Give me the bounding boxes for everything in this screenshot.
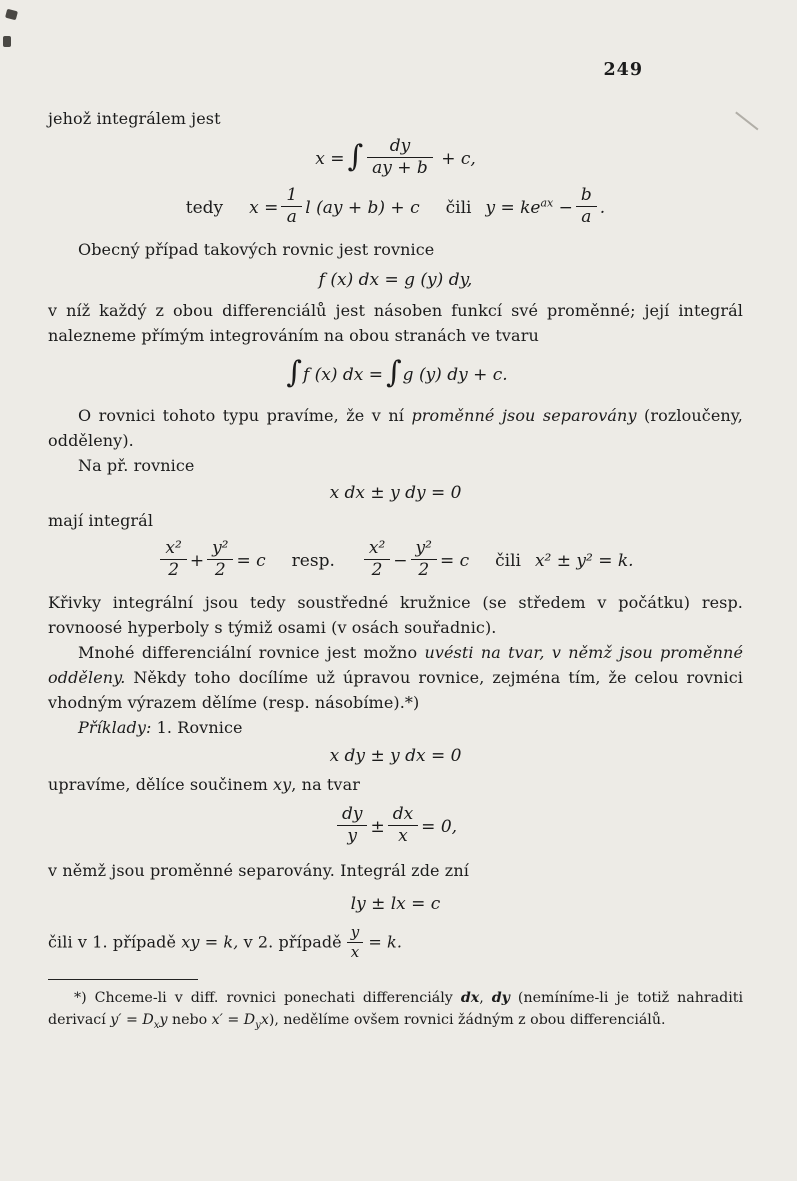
formula-tail: = 0, bbox=[421, 817, 458, 838]
math-dx: dx bbox=[460, 990, 480, 1007]
paragraph-priklady bbox=[48, 715, 743, 740]
footnote bbox=[48, 988, 743, 1036]
word-tedy: tedy bbox=[185, 198, 224, 219]
math-inline: = k. bbox=[368, 932, 403, 952]
fraction bbox=[337, 805, 368, 846]
paragraph-obecny: Obecný případ takových rovnic jest rovnice bbox=[78, 240, 435, 260]
footnote-separator bbox=[48, 979, 198, 980]
paragraph-mnohe bbox=[48, 640, 743, 715]
page-number: 249 bbox=[603, 60, 643, 80]
paragraph-napr: Na př. rovnice bbox=[78, 456, 195, 476]
subscript: y bbox=[255, 1019, 261, 1031]
formula-xdx-ydy: x dx ± y dy = 0 bbox=[329, 483, 462, 504]
fraction-denominator: x bbox=[398, 826, 408, 847]
fraction-denominator: a bbox=[581, 207, 592, 228]
fraction-numerator: dy bbox=[367, 137, 433, 158]
formula-lhs: x = bbox=[249, 198, 279, 219]
paragraph-krivky: Křivky integrální jsou tedy soustředné kružnice (se středem v počátku) resp. rovnoosé hyperboly s týmiž osami (v osách souřadnic). bbox=[48, 593, 743, 638]
text-run: čili v 1. případě bbox=[48, 932, 182, 952]
paragraph-cili bbox=[48, 925, 743, 961]
footnote-text: , bbox=[479, 990, 492, 1007]
formula-tail: + c, bbox=[441, 149, 476, 170]
emphasized-text: Příklady: bbox=[78, 718, 152, 738]
fraction-denominator: a bbox=[286, 207, 297, 228]
word-cili: čili bbox=[445, 198, 472, 219]
formula-body: g (y) dy + c. bbox=[402, 365, 508, 386]
paragraph-upravime bbox=[48, 772, 743, 797]
text-run: 1. Rovnice bbox=[151, 718, 243, 738]
word-cili: čili bbox=[495, 551, 521, 572]
exponent: ax bbox=[540, 196, 554, 210]
paragraph-maji: mají integrál bbox=[48, 511, 154, 531]
formula-mid: l (ay + b) + c bbox=[305, 198, 420, 219]
formula-tedy-cili bbox=[48, 185, 743, 229]
formula-ly-lx: ly ± lx = c bbox=[350, 894, 441, 915]
fraction bbox=[281, 186, 302, 227]
minus-sign: − bbox=[558, 198, 573, 219]
scan-speck bbox=[3, 36, 11, 47]
text-run: (rozloučeny, odděleny). bbox=[48, 406, 743, 451]
word-resp: resp. bbox=[291, 551, 335, 572]
fraction-denominator: 2 bbox=[371, 560, 383, 581]
footnote-text: nebo bbox=[167, 1011, 212, 1028]
fraction-numerator: b bbox=[576, 186, 597, 207]
fraction-numerator: dx bbox=[388, 805, 418, 826]
fraction-numerator: 1 bbox=[281, 186, 302, 207]
formula-xdy-ydx: x dy ± y dx = 0 bbox=[329, 746, 462, 767]
equals-c: = c bbox=[439, 551, 470, 572]
formula-lhs: x = bbox=[315, 149, 345, 170]
emphasized-text: proměnné jsou separovány bbox=[411, 406, 637, 426]
footnote-text: ), nedělíme ovšem rovnici žádným z obou differenciálů. bbox=[268, 1011, 666, 1028]
math-inline: xy bbox=[273, 775, 292, 795]
fraction-numerator: y bbox=[347, 924, 364, 943]
footnote-text: (nemíníme-li je totiž nahraditi derivací bbox=[48, 990, 744, 1028]
fraction-denominator: 2 bbox=[418, 560, 430, 581]
paragraph-orovnici bbox=[48, 403, 743, 453]
fraction bbox=[576, 186, 597, 227]
text-run: Mnohé differenciální rovnice jest možno bbox=[78, 643, 425, 663]
fraction bbox=[347, 924, 364, 960]
text-run: v 2. případě bbox=[238, 932, 342, 952]
fraction-denominator: y bbox=[347, 826, 357, 847]
footnote-text: *) Chceme-li v diff. rovnici ponechati differenciály bbox=[74, 990, 461, 1007]
fraction-denominator: 2 bbox=[214, 560, 226, 581]
plus-sign: + bbox=[189, 551, 205, 572]
integral-icon: ∫ bbox=[386, 355, 402, 391]
fraction-denominator: x bbox=[350, 942, 360, 961]
fraction-numerator: y² bbox=[411, 539, 437, 560]
paragraph-intro: jehož integrálem jest bbox=[48, 109, 221, 128]
math-dy: dy bbox=[491, 990, 510, 1007]
formula-tail: x² ± y² = k. bbox=[534, 551, 634, 572]
fraction bbox=[160, 539, 186, 580]
fraction-numerator: x² bbox=[160, 539, 186, 560]
fraction bbox=[388, 805, 418, 846]
fraction bbox=[207, 539, 233, 580]
math-inline: xy = k, bbox=[181, 932, 239, 952]
equals-c: = c bbox=[236, 551, 266, 572]
text-run: O rovnici tohoto typu pravíme, že v ní bbox=[78, 406, 412, 426]
formula-fx-gy: f (x) dx = g (y) dy, bbox=[318, 270, 473, 291]
subscript: x bbox=[153, 1019, 160, 1031]
formula-body: f (x) dx = bbox=[302, 365, 384, 386]
text-run: , na tvar bbox=[291, 775, 360, 795]
fraction-numerator: x² bbox=[364, 539, 390, 560]
math-inline: x′ = D bbox=[211, 1011, 256, 1028]
plus-minus-sign: ± bbox=[370, 817, 385, 838]
minus-sign: − bbox=[393, 551, 408, 572]
math-inline: x bbox=[260, 1011, 269, 1028]
emphasized-text: uvésti na tvar, v němž jsou proměnné odděleny. bbox=[48, 643, 744, 688]
text-run: upravíme, dělíce součinem bbox=[48, 775, 274, 795]
paragraph-vniz: v níž každý z obou differenciálů jest násoben funkcí své proměnné; její integrál nalezneme přímým integrováním na obou stranách ve tvaru bbox=[48, 301, 743, 346]
period: . bbox=[599, 198, 606, 219]
math-inline: y bbox=[159, 1011, 168, 1028]
formula-integrals-equal bbox=[48, 355, 743, 393]
fraction-denominator: ay + b bbox=[372, 158, 428, 179]
integral-icon: ∫ bbox=[286, 355, 302, 391]
paragraph-vnemz: v němž jsou proměnné separovány. Integrál zde zní bbox=[48, 861, 469, 881]
formula-circles-hyperbolas bbox=[48, 538, 743, 582]
formula-dyy-dxx bbox=[48, 804, 743, 848]
math-inline: y′ = D bbox=[110, 1011, 154, 1028]
fraction bbox=[364, 539, 390, 580]
text-run: Někdy toho docílíme už úpravou rovnice, zejména tím, že celou rovnici vhodným výrazem dělíme (resp. násobíme).*) bbox=[48, 668, 743, 713]
formula-integral-solution bbox=[48, 136, 743, 180]
fraction-numerator: dy bbox=[337, 805, 368, 826]
formula-rhs: y = ke bbox=[485, 198, 541, 219]
fraction-numerator: y² bbox=[207, 539, 233, 560]
fraction bbox=[367, 137, 433, 178]
fraction bbox=[411, 539, 437, 580]
fraction-denominator: 2 bbox=[168, 560, 180, 581]
integral-icon: ∫ bbox=[347, 139, 364, 175]
